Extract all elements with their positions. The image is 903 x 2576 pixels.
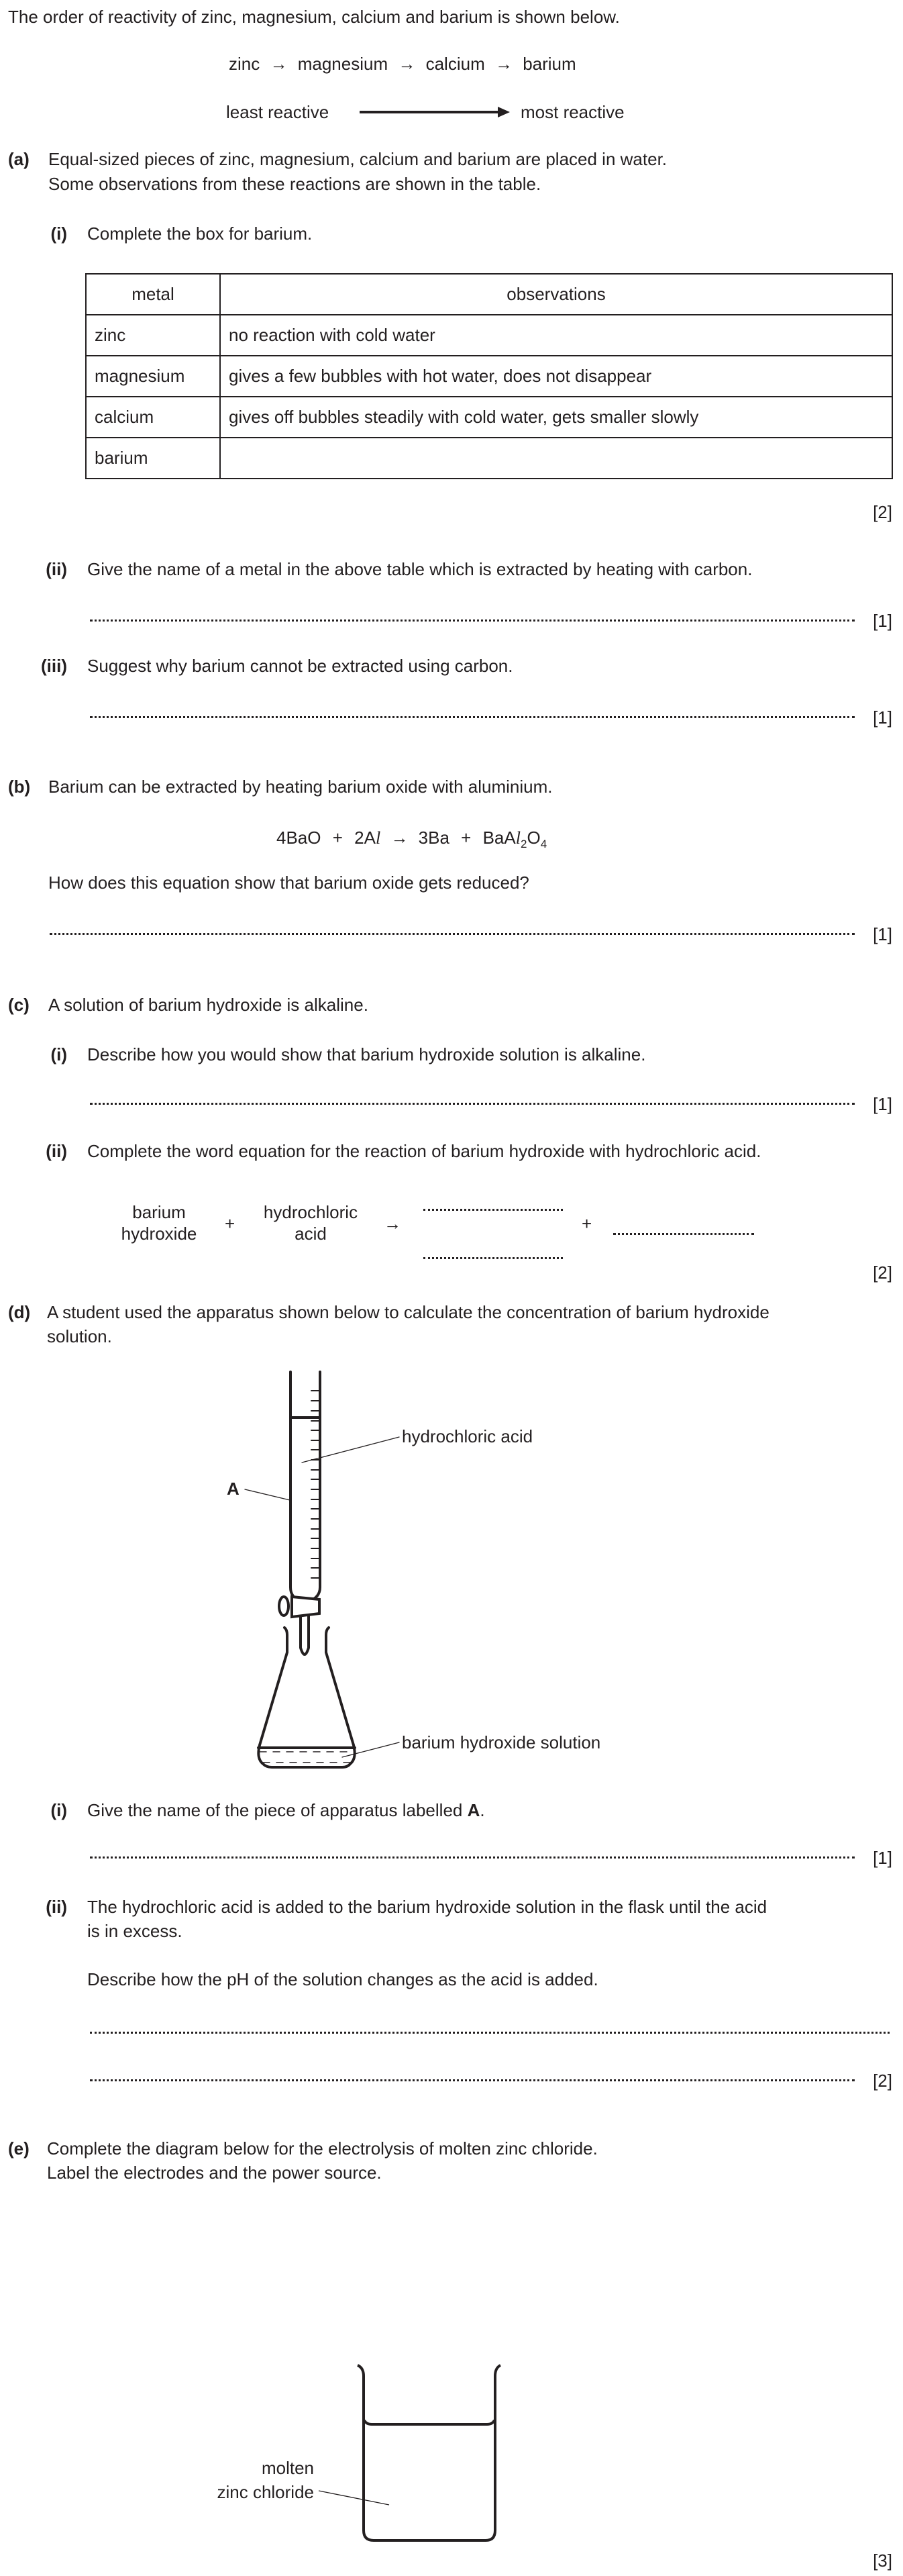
burette-graduations [311, 1391, 319, 1578]
part-d-ii-label: (ii) [46, 1897, 67, 1917]
part-a-i-text: Complete the box for barium. [87, 224, 313, 244]
label-zinc-chloride: zinc chloride [217, 2482, 314, 2502]
answer-line-b[interactable] [50, 930, 855, 935]
series-arrow-icon: → [494, 54, 513, 74]
part-d-i-text-post: . [480, 1800, 485, 1820]
marks-c-ii: [2] [873, 1262, 892, 1283]
part-a-label: (a) [8, 149, 30, 169]
label-a: A [227, 1479, 240, 1499]
marks-e: [3] [873, 2550, 892, 2571]
part-d-line2: solution. [47, 1326, 112, 1346]
table-row [86, 397, 892, 438]
metal-magnesium: magnesium [297, 54, 388, 74]
metal-zinc: zinc [229, 54, 260, 74]
eq-sub-2: 2 [520, 838, 527, 850]
eq-p2-o: O [527, 828, 541, 848]
intro-text: The order of reactivity of zinc, magnesium, calcium and barium is shown below. [8, 7, 620, 27]
cell-metal: zinc [86, 315, 220, 356]
part-d-ii-line2: is in excess. [87, 1921, 182, 1941]
cell-observation: no reaction with cold water [220, 315, 892, 356]
header-metal: metal [86, 274, 220, 315]
part-a-i-label: (i) [50, 224, 67, 244]
observations-table [85, 273, 893, 479]
part-b-question: How does this equation show that barium oxide gets reduced? [48, 873, 529, 893]
part-a-iii-text: Suggest why barium cannot be extracted using carbon. [87, 656, 513, 676]
answer-line-a-iii[interactable] [90, 713, 855, 718]
word-eq-reactant-2 [260, 1201, 361, 1244]
part-c-ii-label: (ii) [46, 1141, 67, 1161]
table-row [86, 356, 892, 397]
part-c-text: A solution of barium hydroxide is alkaline. [48, 995, 368, 1015]
part-c-label: (c) [8, 995, 30, 1015]
marks-a-ii: [1] [873, 611, 892, 631]
series-arrow-icon: → [398, 54, 416, 74]
marks-d-i: [1] [873, 1848, 892, 1868]
eq-p2-text: BaA [482, 828, 516, 848]
part-d-label: (d) [8, 1302, 31, 1322]
most-reactive-label: most reactive [521, 102, 625, 122]
eq-product-1: 3Ba [418, 828, 449, 848]
eq-r2-l: l [375, 828, 381, 848]
part-d-line1: A student used the apparatus shown below to calculate the concentration of barium hydroxide [47, 1302, 769, 1322]
part-a-line2: Some observations from these reactions are shown in the table. [48, 174, 541, 194]
part-a-iii-label: (iii) [41, 656, 67, 676]
header-observations: observations [220, 274, 892, 315]
marks-d-ii: [2] [873, 2071, 892, 2091]
eq-product-2 [483, 828, 547, 848]
stopcock-handle [279, 1597, 288, 1616]
cell-metal: calcium [86, 397, 220, 438]
marks-c-i: [1] [873, 1094, 892, 1114]
conical-flask [258, 1628, 354, 1767]
burette [290, 1372, 320, 1654]
label-hydrochloric-acid: hydrochloric acid [402, 1426, 533, 1446]
word-eq-arrow-icon: → [384, 1213, 401, 1234]
beaker-liquid-surface [364, 2420, 494, 2424]
eq-reactant-1: 4BaO [276, 828, 321, 848]
reactant-1-line1: barium [132, 1202, 186, 1222]
answer-line-c-i[interactable] [90, 1100, 855, 1105]
label-molten: molten [261, 2458, 314, 2478]
cell-observation: gives a few bubbles with hot water, does not disappear [220, 356, 892, 397]
table-row [86, 438, 892, 479]
part-d-i-label: (i) [50, 1800, 67, 1820]
reactant-1-line2: hydroxide [121, 1224, 197, 1244]
reactant-2-line1: hydrochloric [263, 1202, 358, 1222]
stopcock-barrel [292, 1597, 319, 1617]
word-eq-plus-1: + [225, 1213, 235, 1234]
answer-line-a-ii[interactable] [90, 617, 855, 622]
eq-plus: + [461, 828, 472, 848]
part-e-line1: Complete the diagram below for the electrolysis of molten zinc chloride. [47, 2138, 598, 2159]
part-d-i-text [87, 1800, 485, 1820]
answer-line-d-ii-2[interactable] [90, 2077, 855, 2081]
part-b-text: Barium can be extracted by heating barium oxide with aluminium. [48, 777, 553, 797]
table-row [86, 315, 892, 356]
cell-metal: magnesium [86, 356, 220, 397]
eq-r2-text: 2A [354, 828, 376, 848]
part-d-ii-line1: The hydrochloric acid is added to the barium hydroxide solution in the flask until the acid [87, 1897, 767, 1917]
part-d-ii-question: Describe how the pH of the solution changes as the acid is added. [87, 1969, 598, 1989]
product-1-line-top[interactable] [423, 1206, 563, 1211]
eq-sub-4: 4 [540, 838, 547, 850]
leader-solution [342, 1742, 399, 1757]
part-e-label: (e) [8, 2138, 30, 2159]
part-c-i-text: Describe how you would show that barium hydroxide solution is alkaline. [87, 1044, 646, 1064]
leader-a [245, 1489, 290, 1500]
eq-reactant-2 [354, 828, 380, 848]
table-header-row [86, 274, 892, 315]
leader-acid [302, 1437, 399, 1463]
product-2-line[interactable] [613, 1230, 754, 1235]
series-arrow-icon: → [270, 54, 288, 74]
label-barium-hydroxide-solution: barium hydroxide solution [402, 1732, 601, 1752]
part-c-ii-text: Complete the word equation for the reaction of barium hydroxide with hydrochloric acid. [87, 1141, 761, 1161]
reactivity-series [229, 54, 576, 74]
word-eq-plus-2: + [582, 1213, 592, 1234]
word-eq-reactant-1 [112, 1201, 206, 1244]
marks-a-iii: [1] [873, 707, 892, 728]
eq-p2-l: l [515, 828, 521, 848]
marks-a-i: [2] [873, 502, 892, 522]
metal-calcium: calcium [425, 54, 485, 74]
metal-barium: barium [523, 54, 576, 74]
leader-zinc-chloride [319, 2491, 389, 2505]
part-a-line1: Equal-sized pieces of zinc, magnesium, calcium and barium are placed in water. [48, 149, 668, 169]
barium-answer-cell[interactable] [220, 438, 892, 479]
least-reactive-label: least reactive [226, 102, 329, 122]
part-d-i-text-bold: A [467, 1800, 480, 1820]
beaker [358, 2365, 500, 2540]
part-a-ii-label: (ii) [46, 559, 67, 579]
part-b-label: (b) [8, 777, 31, 797]
chemical-equation [276, 828, 547, 848]
part-e-line2: Label the electrodes and the power source. [47, 2163, 382, 2183]
product-1-line-bottom[interactable] [423, 1254, 563, 1259]
reactant-2-line2: acid [295, 1224, 327, 1244]
cell-metal: barium [86, 438, 220, 479]
cell-observation: gives off bubbles steadily with cold water, gets smaller slowly [220, 397, 892, 438]
marks-b: [1] [873, 924, 892, 944]
part-c-i-label: (i) [50, 1044, 67, 1064]
answer-line-d-i[interactable] [90, 1854, 855, 1859]
eq-plus: + [332, 828, 343, 848]
part-a-ii-text: Give the name of a metal in the above table which is extracted by heating with carbon. [87, 559, 753, 579]
part-d-i-text-pre: Give the name of the piece of apparatus labelled [87, 1800, 468, 1820]
answer-line-d-ii-1[interactable] [90, 2029, 890, 2034]
eq-arrow-icon: → [390, 828, 409, 848]
